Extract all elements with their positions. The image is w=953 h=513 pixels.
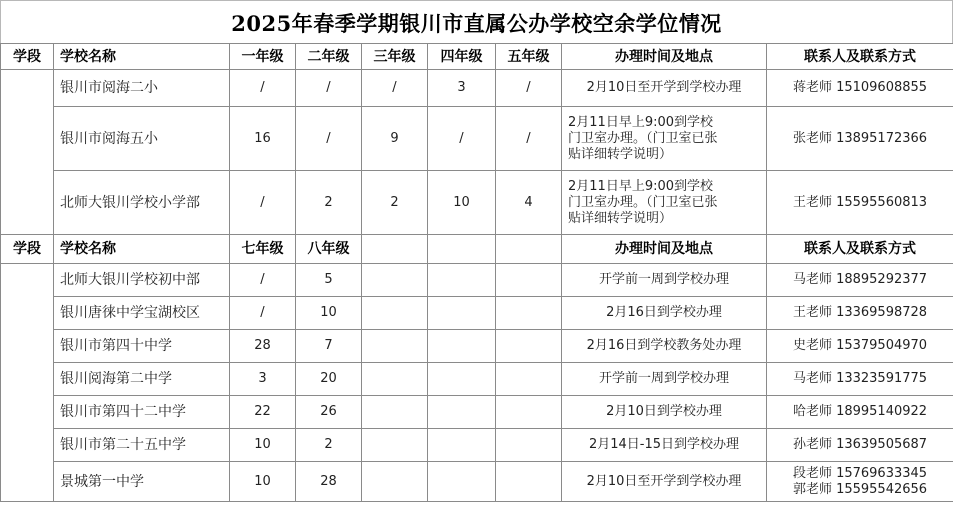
grade-cell[interactable]: /	[496, 70, 562, 107]
grade-cell[interactable]: 10	[230, 429, 296, 462]
grade-cell[interactable]: /	[230, 264, 296, 297]
primary-header-row	[1, 44, 953, 70]
grade-cell[interactable]: 3	[230, 363, 296, 396]
process-line: 贴详细转学说明）	[568, 146, 673, 162]
grade-cell[interactable]: 2	[296, 429, 362, 462]
grade-cell[interactable]: 10	[230, 462, 296, 502]
contact-cell[interactable]	[767, 363, 953, 396]
contact-line: 马老师 18895292377	[792, 272, 928, 287]
empty-cell[interactable]	[362, 396, 428, 429]
contact-cell[interactable]	[767, 429, 953, 462]
grade-cell[interactable]: /	[230, 70, 296, 107]
process-cell[interactable]	[562, 171, 767, 235]
contact-cell[interactable]	[767, 107, 953, 171]
grade-cell[interactable]: 7	[296, 330, 362, 363]
process-line: 开学前一周到学校办理	[598, 272, 729, 287]
header-process[interactable]: 办理时间及地点	[562, 44, 767, 70]
grade-cell[interactable]: /	[296, 107, 362, 171]
grade-cell[interactable]: 2	[362, 171, 428, 235]
grade-cell[interactable]: /	[428, 107, 496, 171]
process-line: 门卫室办理。（门卫室已张	[568, 194, 718, 210]
process-line: 门卫室办理。（门卫室已张	[568, 130, 718, 146]
empty-cell[interactable]	[496, 363, 562, 396]
empty-cell[interactable]	[428, 396, 496, 429]
contact-cell[interactable]	[767, 396, 953, 429]
grade-cell[interactable]: 2	[296, 171, 362, 235]
grade-cell[interactable]: 10	[428, 171, 496, 235]
process-cell[interactable]	[562, 462, 767, 502]
grade-cell[interactable]: /	[230, 297, 296, 330]
sheet-title: 2025年春季学期银川市直属公办学校空余学位情况	[0, 0, 953, 44]
grade-cell[interactable]: 10	[296, 297, 362, 330]
contact-cell[interactable]	[767, 297, 953, 330]
table-row	[1, 70, 953, 107]
grade-cell[interactable]: 22	[230, 396, 296, 429]
table-row	[1, 429, 953, 462]
vacancy-table	[0, 43, 953, 502]
process-cell[interactable]	[562, 363, 767, 396]
table-row	[1, 171, 953, 235]
table-row	[1, 330, 953, 363]
empty-cell[interactable]	[496, 264, 562, 297]
header-grade-5[interactable]: 五年级	[496, 44, 562, 70]
grade-cell[interactable]: /	[296, 70, 362, 107]
empty-cell[interactable]	[428, 363, 496, 396]
header-grade-3[interactable]: 三年级	[362, 44, 428, 70]
process-line: 2月11日早上9:00到学校	[568, 178, 714, 194]
grade-cell[interactable]: /	[496, 107, 562, 171]
contact-cell[interactable]	[767, 462, 953, 502]
process-line: 2月16日到学校办理	[606, 305, 722, 320]
process-cell[interactable]	[562, 264, 767, 297]
grade-cell[interactable]: 16	[230, 107, 296, 171]
contact-line: 蒋老师 15109608855	[792, 80, 928, 95]
school-name-cell[interactable]: 北师大银川学校小学部	[54, 171, 230, 235]
empty-cell[interactable]	[362, 235, 428, 264]
grade-cell[interactable]: 9	[362, 107, 428, 171]
process-cell[interactable]	[562, 396, 767, 429]
process-cell[interactable]	[562, 330, 767, 363]
grade-cell[interactable]: 3	[428, 70, 496, 107]
empty-cell[interactable]	[428, 264, 496, 297]
school-name-cell[interactable]: 银川市第四十中学	[54, 330, 230, 363]
process-line: 2月10日至开学到学校办理	[586, 80, 742, 95]
process-line: 2月10日至开学到学校办理	[586, 473, 742, 489]
table-row	[1, 264, 953, 297]
header-grade-1[interactable]: 一年级	[230, 44, 296, 70]
grade-cell[interactable]: 28	[296, 462, 362, 502]
contact-cell[interactable]	[767, 171, 953, 235]
empty-cell[interactable]	[428, 429, 496, 462]
empty-cell[interactable]	[362, 297, 428, 330]
contact-cell[interactable]	[767, 70, 953, 107]
process-cell[interactable]	[562, 297, 767, 330]
process-cell[interactable]	[562, 70, 767, 107]
empty-cell[interactable]	[496, 429, 562, 462]
contact-line: 哈老师 18995140922	[792, 404, 928, 419]
process-line: 开学前一周到学校办理	[598, 371, 729, 386]
process-line: 2月10日到学校办理	[606, 404, 722, 419]
table-row	[1, 396, 953, 429]
header-grade-7[interactable]: 七年级	[230, 235, 296, 264]
empty-cell[interactable]	[496, 330, 562, 363]
contact-line: 段老师 15769633345	[792, 465, 928, 481]
grade-cell[interactable]: 26	[296, 396, 362, 429]
process-line: 贴详细转学说明）	[568, 210, 673, 226]
process-line: 2月14日-15日到学校办理	[588, 437, 740, 452]
school-name-cell[interactable]: 银川市阅海五小	[54, 107, 230, 171]
grade-cell[interactable]: /	[230, 171, 296, 235]
school-name-cell[interactable]: 景城第一中学	[54, 462, 230, 502]
empty-cell[interactable]	[496, 235, 562, 264]
header-grade-2[interactable]: 二年级	[296, 44, 362, 70]
empty-cell[interactable]	[496, 396, 562, 429]
table-row	[1, 462, 953, 502]
empty-cell[interactable]	[496, 462, 562, 502]
empty-cell[interactable]	[362, 363, 428, 396]
contact-line: 孙老师 13639505687	[792, 437, 928, 452]
school-name-cell[interactable]: 银川唐徕中学宝湖校区	[54, 297, 230, 330]
header-process[interactable]: 办理时间及地点	[562, 235, 767, 264]
contact-line: 史老师 15379504970	[792, 338, 928, 353]
school-name-cell[interactable]: 银川阅海第二中学	[54, 363, 230, 396]
header-grade-8[interactable]: 八年级	[296, 235, 362, 264]
stage-cell-middle[interactable]	[1, 264, 54, 502]
empty-cell[interactable]	[496, 297, 562, 330]
table-row	[1, 297, 953, 330]
header-contact[interactable]: 联系人及联系方式	[767, 44, 953, 70]
school-name-cell[interactable]: 银川市第四十二中学	[54, 396, 230, 429]
grade-cell[interactable]: 28	[230, 330, 296, 363]
process-cell[interactable]	[562, 107, 767, 171]
table-row	[1, 107, 953, 171]
contact-cell[interactable]	[767, 264, 953, 297]
empty-cell[interactable]	[362, 429, 428, 462]
header-stage[interactable]: 学段	[1, 44, 54, 70]
grade-cell[interactable]: 5	[296, 264, 362, 297]
header-school-name[interactable]: 学校名称	[54, 44, 230, 70]
empty-cell[interactable]	[428, 235, 496, 264]
empty-cell[interactable]	[362, 462, 428, 502]
school-name-cell[interactable]: 银川市阅海二小	[54, 70, 230, 107]
header-stage[interactable]: 学段	[1, 235, 54, 264]
table-row	[1, 363, 953, 396]
process-cell[interactable]	[562, 429, 767, 462]
process-line: 2月11日早上9:00到学校	[568, 114, 714, 130]
contact-line: 马老师 13323591775	[792, 371, 928, 386]
contact-cell[interactable]	[767, 330, 953, 363]
grade-cell[interactable]: 20	[296, 363, 362, 396]
header-grade-4[interactable]: 四年级	[428, 44, 496, 70]
empty-cell[interactable]	[428, 330, 496, 363]
header-school-name[interactable]: 学校名称	[54, 235, 230, 264]
contact-line: 王老师 13369598728	[792, 305, 928, 320]
contact-line: 郭老师 15595542656	[792, 481, 928, 497]
empty-cell[interactable]	[428, 462, 496, 502]
header-contact[interactable]: 联系人及联系方式	[767, 235, 953, 264]
grade-cell[interactable]: /	[362, 70, 428, 107]
process-line: 2月16日到学校教务处办理	[586, 338, 742, 353]
empty-cell[interactable]	[428, 297, 496, 330]
middle-header-row	[1, 235, 953, 264]
contact-line: 王老师 15595560813	[792, 194, 928, 210]
stage-cell-primary[interactable]	[1, 70, 54, 235]
empty-cell[interactable]	[362, 330, 428, 363]
school-name-cell[interactable]: 银川市第二十五中学	[54, 429, 230, 462]
grade-cell[interactable]: 4	[496, 171, 562, 235]
school-name-cell[interactable]: 北师大银川学校初中部	[54, 264, 230, 297]
empty-cell[interactable]	[362, 264, 428, 297]
contact-line: 张老师 13895172366	[792, 130, 928, 146]
